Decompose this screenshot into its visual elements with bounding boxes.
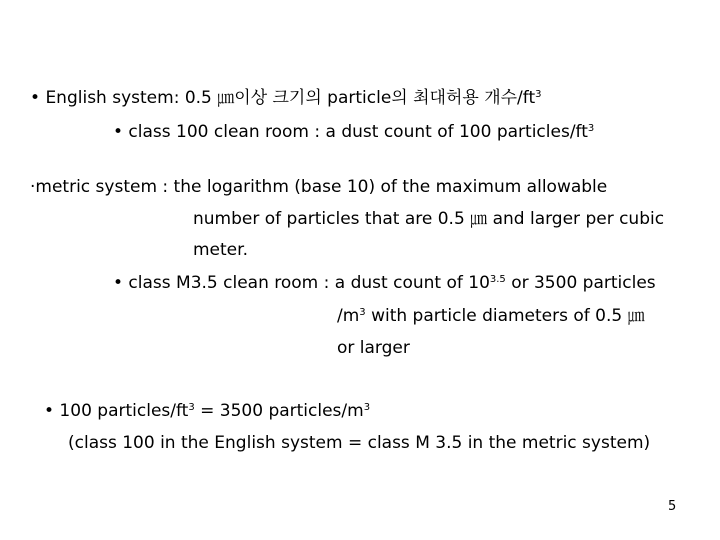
metric-system-line-3: meter. [193, 240, 248, 260]
superscript-3: 3 [359, 307, 366, 318]
equivalence-text-a: • 100 particles/ft [44, 401, 189, 421]
bullet-marker: • [30, 88, 41, 108]
class-m3-5-text-a: • class M3.5 clean room : a dust count of 10 [113, 273, 490, 293]
sub-bullet-class-m3-5 [113, 272, 656, 294]
superscript-3: 3 [188, 402, 195, 413]
sub-bullet-class-100 [113, 121, 594, 143]
superscript-3-5: 3.5 [489, 274, 506, 285]
particle-diameter-text: with particle diameters of 0.5 ㎛ [365, 306, 645, 326]
equivalence-note: (class 100 in the English system = class M 3.5 in the metric system) [68, 433, 651, 453]
sub-bullet-class-m3-5-line-2 [337, 305, 645, 327]
superscript-3: 3 [535, 89, 542, 100]
colon: : [173, 88, 185, 108]
bullet-metric-system [30, 176, 607, 198]
equivalence-text-b: = 3500 particles/m [194, 401, 364, 421]
class-100-text: • class 100 clean room : a dust count of 100 particles/ft [113, 122, 588, 142]
bullet-english-system [30, 87, 542, 109]
page-number: 5 [668, 499, 677, 514]
sub-bullet-class-m3-5-line-3: or larger [337, 338, 410, 358]
bullet-marker: · [30, 177, 36, 197]
bullet-equivalence [44, 400, 370, 422]
english-system-definition: 0.5 ㎛이상 크기의 particle의 최대허용 개수/ft [184, 88, 536, 108]
english-system-label: English system [45, 88, 174, 108]
superscript-3: 3 [363, 402, 371, 413]
metric-system-line-2: number of particles that are 0.5 ㎛ and larger per cubic [193, 209, 665, 229]
per-m-text: /m [337, 306, 360, 326]
superscript-3: 3 [587, 123, 595, 134]
metric-system-line-1: metric system : the logarithm (base 10) of the maximum allowable [35, 177, 608, 197]
class-m3-5-text-b: or 3500 particles [505, 273, 656, 293]
